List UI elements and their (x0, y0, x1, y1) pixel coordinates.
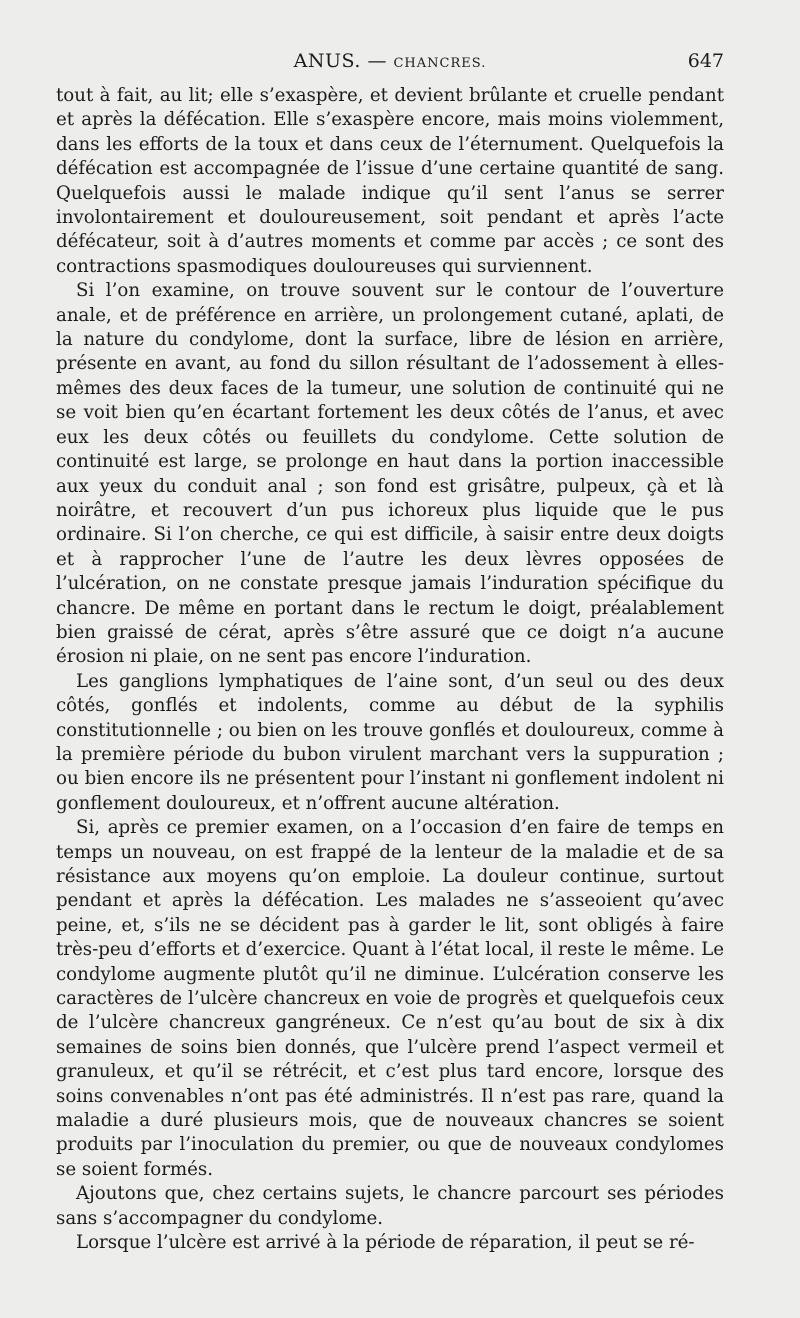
page-number: 647 (687, 50, 724, 72)
section-title: ANUS. (293, 50, 361, 72)
title-separator: — (367, 50, 387, 72)
paragraph-ganglions: Les ganglions lymphatiques de l’aine sont, d’un seul ou des deux côtés, gonflés et indolents, comme au début de la syphilis constitutionnelle ; ou bien on les trouve gonflés et douloureux, comme à la première période du bubon virulent marchant vers la suppuration ; ou bien encore ils ne présentent pour l’instant ni gonflement indolent ni gonflement douloureux, et n’offrent aucune altération. (56, 670, 724, 814)
paragraph-reparation: Lorsque l’ulcère est arrivé à la période de réparation, il peut se ré- (76, 1232, 695, 1254)
running-title (56, 46, 724, 79)
running-header (56, 46, 724, 76)
subsection-title: CHANCRES. (393, 56, 487, 71)
paragraph-continued: tout à fait, au lit; elle s’exaspère, et devient brûlante et cruelle pendant et après la défécation. Elle s’exaspère encore, mais moins violemment, dans les efforts de la toux et dans ceux de l’éternument. Quelquefois la défécation est accompagnée de l’issue d’une certaine quantité de sang. Quelquefois aussi le malade indique qu’il sent l’anus se serrer involontairement et douloureusement, soit pendant et après l’acte défécateur, soit à d’autres moments et comme par accès ; ce sont des contractions spasmodiques douloureuses qui surviennent. (56, 85, 724, 277)
paragraph-periods: Ajoutons que, chez certains sujets, le chancre parcourt ses périodes sans s’accompagner du condylome. (56, 1183, 724, 1229)
paragraph-progression: Si, après ce premier examen, on a l’occasion d’en faire de temps en temps un nouveau, on est frappé de la lenteur de la maladie et de sa résistance aux moyens qu’on emploie. La douleur continue, surtout pendant et après la défécation. Les malades ne s’asseoient qu’avec peine, et, s’ils ne se décident pas à garder le lit, sont obligés à faire très-peu d’efforts et d’exercice. Quant à l’état local, il reste le même. Le condylome augmente plutôt qu’il ne diminue. L’ulcération conserve les caractères de l’ulcère chancreux en voie de progrès et quelquefois ceux de l’ulcère chancreux gangréneux. Ce n’est qu’au bout de six à dix semaines de soins bien donnés, que l’ulcère prend l’aspect vermeil et granuleux, et qu’il se rétrécit, et c’est plus tard encore, lorsque des soins convenables n’ont pas été administrés. Il n’est pas rare, quand la maladie a duré plusieurs mois, que de nouveaux chancres se soient produits par l’inoculation du premier, ou que de nouveaux condylomes se soient formés. (56, 817, 724, 1180)
body-text (56, 84, 724, 1256)
paragraph-examination: Si l’on examine, on trouve souvent sur le contour de l’ouverture anale, et de préférence en arrière, un prolongement cutané, aplati, de la nature du condylome, dont la surface, libre de lésion en arrière, présente en avant, au fond du sillon résultant de l’adossement à elles-mêmes des deux faces de la tumeur, une solution de continuité qui ne se voit bien qu’en écartant fortement les deux côtés de l’anus, et avec eux les deux côtés ou feuillets du condylome. Cette solution de continuité est large, se prolonge en haut dans la portion inaccessible aux yeux du conduit anal ; son fond est grisâtre, pulpeux, çà et là noirâtre, et recouvert d’un pus ichoreux plus liquide que le pus ordinaire. Si l’on cherche, ce qui est difficile, à saisir entre deux doigts et à rapprocher l’une de l’autre les deux lèvres opposées de l’ulcération, on ne constate presque jamais l’induration spécifique du chancre. De même en portant dans le rectum le doigt, préalablement bien graissé de cérat, après s’être assuré que ce doigt n’a aucune érosion ni plaie, on ne sent pas encore l’induration. (56, 280, 724, 668)
book-page (56, 46, 724, 1276)
